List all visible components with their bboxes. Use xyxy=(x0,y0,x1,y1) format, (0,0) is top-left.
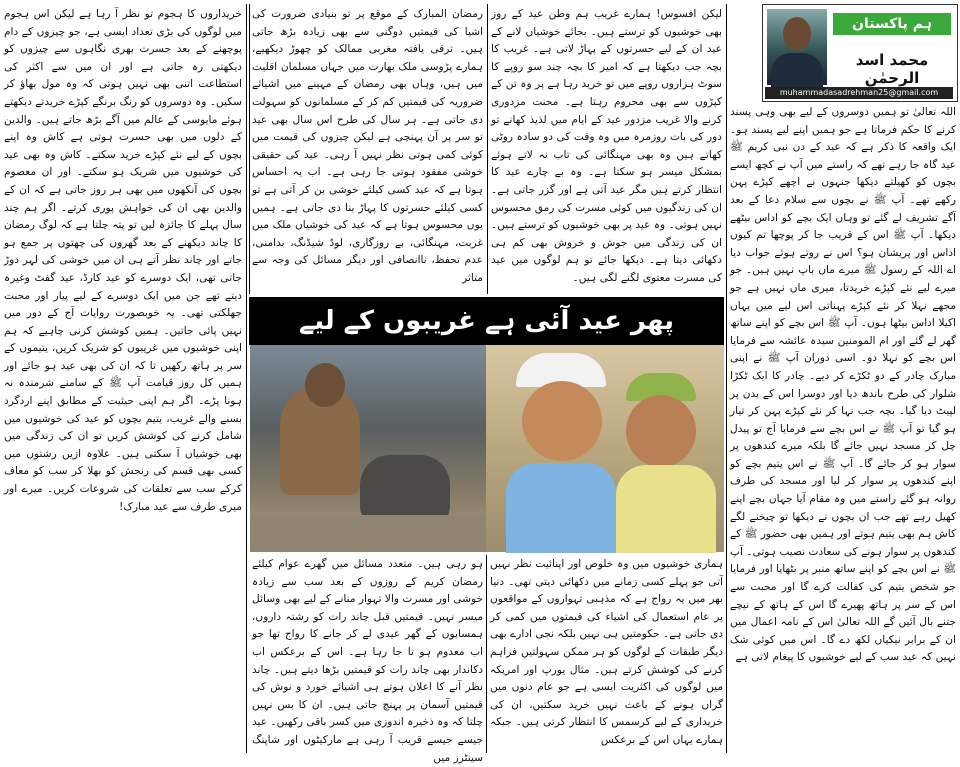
photo-poor-children xyxy=(250,345,486,552)
author-email: muhammadasadrehman25@gmail.com xyxy=(765,87,953,99)
article-column-2 xyxy=(491,6,722,294)
article-column-left xyxy=(4,6,242,754)
article-column-3-bottom xyxy=(252,556,483,764)
headline: پھر عید آئی ہے غریبوں کے لیے xyxy=(249,297,724,345)
author-photo xyxy=(767,9,827,85)
photo-happy-children xyxy=(486,345,724,552)
author-box xyxy=(762,4,958,102)
article-text: ہماری خوشیوں میں وہ خلوص اور اپنائیت نظر نہیں آتی جو پہلے کسی زمانے میں دکھائی دیتی تھی۔ دنیا بھر میں یہ رواج ہے کہ مذہبی تہواروں کے مواقعوں پر عام استعمال کی اشیاء کی قیمتوں میں کمی کر دی جاتی ہے۔ حکومتیں ہی نہیں بلکہ نجی ادارے بھی دیگر طبقات کے لوگوں کو ہر ممکن سہولتیں فراہم کرنے کی کوشش کرتے ہیں۔ مثال یورپ اور امریکہ میں لوگوں کی اکثریت ایسی ہے جو عام دنوں میں گراں ہونے کے باعث نہیں خرید سکتیں، ان کی خریداری کے لیے کرسمس کا انتظار کرتی ہیں۔ جبکہ ہمارے یہاں اس کے برعکس xyxy=(490,558,723,746)
article-column-right xyxy=(730,104,956,754)
article-text: لیکن افسوس! ہمارے غریب ہم وطن عید کے روز بھی خوشیوں کو ترستے ہیں۔ بجائے خوشیاں لانے کے عید ان کے لیے حسرتوں کے پہاڑ لاتی ہے۔ غریب کا بچہ جب دیکھتا ہے کہ امیر کا بچہ چند سو روپے کا سوٹ ہزاروں روپے میں تو خرید رہا ہے پر وہ تن کے کپڑوں سے بھی محروم رہتا ہے۔ محنت مزدوری کرنے والا غریب مزدور عید کے ایام میں لذیذ کھانے تو دور کی بات روزمرہ میں وہ وقت کی دو سادہ روٹی کھاتے ہیں وہ بھی مہنگائی کی تاب نہ لاتے ہوئے بمشکل میسر ہو سکتا ہے۔ وہ بے چارے عید کا انتظار کرتے ہیں مگر عید آتی ہے اور گزر جاتی ہے۔ ان کی زندگیوں میں کوئی مسرت کی رمق محسوس نہیں ہوتی۔ وہ عید پر بھی خوشیوں کو ترستے ہیں۔ ان کی زندگی میں جوش و خروش بھی کم ہی دکھائی دیتا ہے۔ دیکھا جائے تو ہم لوگوں میں عید کی مسرت معنوی لگنے لگی ہیں۔ xyxy=(491,8,722,284)
article-column-2-bottom xyxy=(490,556,723,754)
article-text: خریداروں کا ہجوم تو نظر آ رہا ہے لیکن اس ہجوم میں لوگوں کی بڑی تعداد ایسی ہے، جو چیزوں کے دام پوچھنے کے بعد حسرت بھری نگاہوں سے چیزوں کو دیکھتی رہ جاتی ہے اور ان میں سے اکثر کی استطاعت اتنی بھی نہیں ہوتی کہ وہ مول بھاؤ کر سکیں۔ وہ دوسروں کو رنگ برنگے کپڑے خریدتے دیکھتے ہوئے مایوسی کے عالم میں آگے بڑھ جاتے ہیں۔ والدین کے دلوں میں بھی حسرت ہوتی ہے کاش وہ اپنے بچوں کے لیے نئے کپڑے خرید سکتے۔ کاش وہ بھی عید کی خوشیوں میں شریک ہو سکتے۔ اور ان معصوم بچوں کی آنکھوں میں بھی ہر روز جاتی ہے کہ ان کے والدین بھی ان کی خواہش پوری کرتے۔ اگر ہم چند سال پہلے کا جائزہ لیں تو پتہ چلتا ہے کہ لوگ رمضان کا چاند دیکھنے کے بعد گھروں کی چھتوں پر جمع ہو جاتے اور چاند نظر آتے ہی ان میں خوشی کی لہر دوڑ جاتی تھی، ایک دوسرے کو عید کارڈ، عید گفٹ وغیرہ دیتے تھے جن میں ایک دوسرے کے لیے پیار اور محبت جھلکتی تھی۔ یہ خوبصورت روایات آج کے دور میں نہیں پائی جاتیں۔ ہمیں کوشش کرنی چاہیے کہ ہم اپنی خوشیوں میں غریبوں کو شریک کریں، یتیموں کے سر پر ہاتھ رکھیں تا کہ ان کی بھی عید ہو جائے اور ہمیں کل روز قیامت آپ ﷺ کے سامنے شرمندہ نہ ہونا پڑے۔ اگر ہم اپنی حیثیت کے مطابق اپنے اردگرد بسنے والے غریب، یتیم بچوں کو عید کی خوشیوں میں شامل کرنے کی کوشش کریں تو ان کی زندگی میں بھی خوشیاں آ سکتی ہیں۔ علاوہ ازیں رشتوں میں کسی بھی قسم کی رنجش کو بھلا کر سب کو معاف کرکے سب سے تعلقات کی شروعات کریں۔ میرے اور میری طرف سے عید مبارک! xyxy=(4,8,242,513)
article-text: اللہ تعالیٰ تو ہمیں دوسروں کے لیے بھی وہی پسند کرنے کا حکم فرماتا ہے جو ہمیں اپنے لیے پسند ہو۔ ایک واقعہ کا ذکر ہے کہ عید کے دن نبی کریم ﷺ عید گاہ جا رہے تھے کہ راستے میں آپ نے کچھ ایسے بچوں کو کھیلتے دیکھا جنہوں نے اچھے کپڑے پہن رکھے تھے۔ آپ ﷺ نے بچوں سے سلام دعا کے بعد آگے تشریف لے گئے تو وہاں ایک بچے کو اداس بیٹھے دیکھا۔ آپ ﷺ اس کے قریب جا کر پوچھا تم کیوں اداس اور پریشان ہو؟ اس نے روتے ہوئے جواب دیا اے اللہ کے رسول ﷺ میرے ماں باپ نہیں ہیں۔ جو میرے لیے نئے کپڑے خریدتا، میری ماں نہیں ہے جو مجھے نہلا کر نئے کپڑے پہناتی اس لیے میں یہاں اکیلا اداس بیٹھا ہوں۔ آپ ﷺ اس بچے کو اپنے ساتھ گھر لے گئے اور ام المومنین سیدہ عائشہ سے فرمایا اس بچے کو نہلا دو۔ اسی دوران آپ ﷺ نے اپنی مبارک چادر کے دو ٹکڑے کر دیے۔ چادر کا ایک ٹکڑا شلوار کی طرح باندھ دیا اور دوسرا اس کے بدن پر لپیٹ دیا گیا۔ بچہ جب نہا کر نئے کپڑے پہن کر تیار ہو گیا تو آپ ﷺ نے اس بچے سے فرمایا آج تو پیدل چل کر مسجد نہیں جائے گا بلکہ میرے کندھوں پر سوار ہو کر جائے گا۔ آپ ﷺ نے اس یتیم بچے کو اپنے کندھوں پر سوار کر لیا اور مسجد کی طرف روانہ ہو گئے راستے میں وہ مقام آیا جہاں بچے اپنے کھیل رہے تھے جب ان بچوں نے دیکھا تو چیخنے لگے کاش ہم بھی یتیم ہوتے اور ہمیں بھی حضور ﷺ کے کندھوں پر سوار ہونے کی سعادت نصیب ہوتی۔ آپ ﷺ نے اس بچے کو اپنے ساتھ منبر پر بٹھایا اور فرمایا جو شخص یتیم کی کفالت کرے گا اور محبت سے اس کے سر پر ہاتھ پھیرے گا اس کے ہاتھ کے نیچے جتنے بال آئیں گے اللہ تعالیٰ اس کے نامہ اعمال میں ان کے برابر نیکیاں لکھ دے گا۔ اس میں کوئی شک نہیں کہ عید سب کے لیے خوشیوں کا پیغام لاتی ہے xyxy=(730,106,956,664)
author-name: محمد اسد الرحمٰن xyxy=(855,51,929,87)
article-text: ہو رہی ہیں۔ متعدد مسائل میں گھرے عوام کیلئے رمضان کریم کے روزوں کے بعد سب سے زیادہ خوشی اور مسرت والا تہوار منانے کے لیے بھی وسائل میسر نہیں۔ قیمتیں قبل چاند رات کو رشتہ داروں، ہمسایوں کے گھر عیدی لے کر جانے کا رواج تھا جو اب معدوم ہو تا جا رہا ہے۔ اس کے برعکس اب دکاندار بھی چاند رات کو قیمتیں بڑھا دیتے ہیں۔ چاند نظر آنے کا اعلان ہوتے ہی اشیائے خورد و نوش کی قیمتیں آسمان پر پہنچ جاتی ہیں۔ ان کا بس نہیں چلتا کہ وہ ذخیرہ اندوزی میں کسر باقی رکھیں۔ عید جیسے جیسے قریب آ رہی ہے مارکیٹوں اور شاپنگ سینٹرز میں xyxy=(252,558,483,764)
article-text: رمضان المبارک کے موقع پر تو بنیادی ضرورت کی اشیا کی قیمتیں دوگنی سے بھی زیادہ بڑھ جاتی ہیں۔ ترقی یافتہ مغربی ممالک کو چھوڑ دیکھیے، ہمارے پڑوسی ملک بھارت میں جہاں مسلمان اقلیت میں ہیں، وہاں بھی رمضان کے مہینے میں اشیائے ضروریہ کی قیمتیں کم کر کے مسلمانوں کو سہولت دی جاتی ہے۔ ہر سال کی طرح اس سال بھی عید تو سر پر آن پہنچی ہے لیکن چیزوں کی قیمت میں کوئی کمی ہوتی نظر نہیں آ رہی۔ عید کی حقیقی خوشی مفقود ہوتی جا رہی ہے۔ اب یہ احساس ہوتا ہے کہ عید کسی کیلئے خوشی بن کر آتی ہے تو کسی کیلئے حسرتوں کا پہاڑ بنا دی جاتی ہے۔ ہمیں یوں محسوس ہوتا ہے کہ عید کی خوشیاں ملک میں غربت، مہنگائی، بے روزگاری، لوڈ شیڈنگ، بدامنی، عدم تحفظ، ناانصافی اور دیگر مسائل کی وجہ سے متاثر xyxy=(252,8,483,284)
article-column-3 xyxy=(252,6,483,294)
logo: ہم پاکستان xyxy=(833,13,951,35)
